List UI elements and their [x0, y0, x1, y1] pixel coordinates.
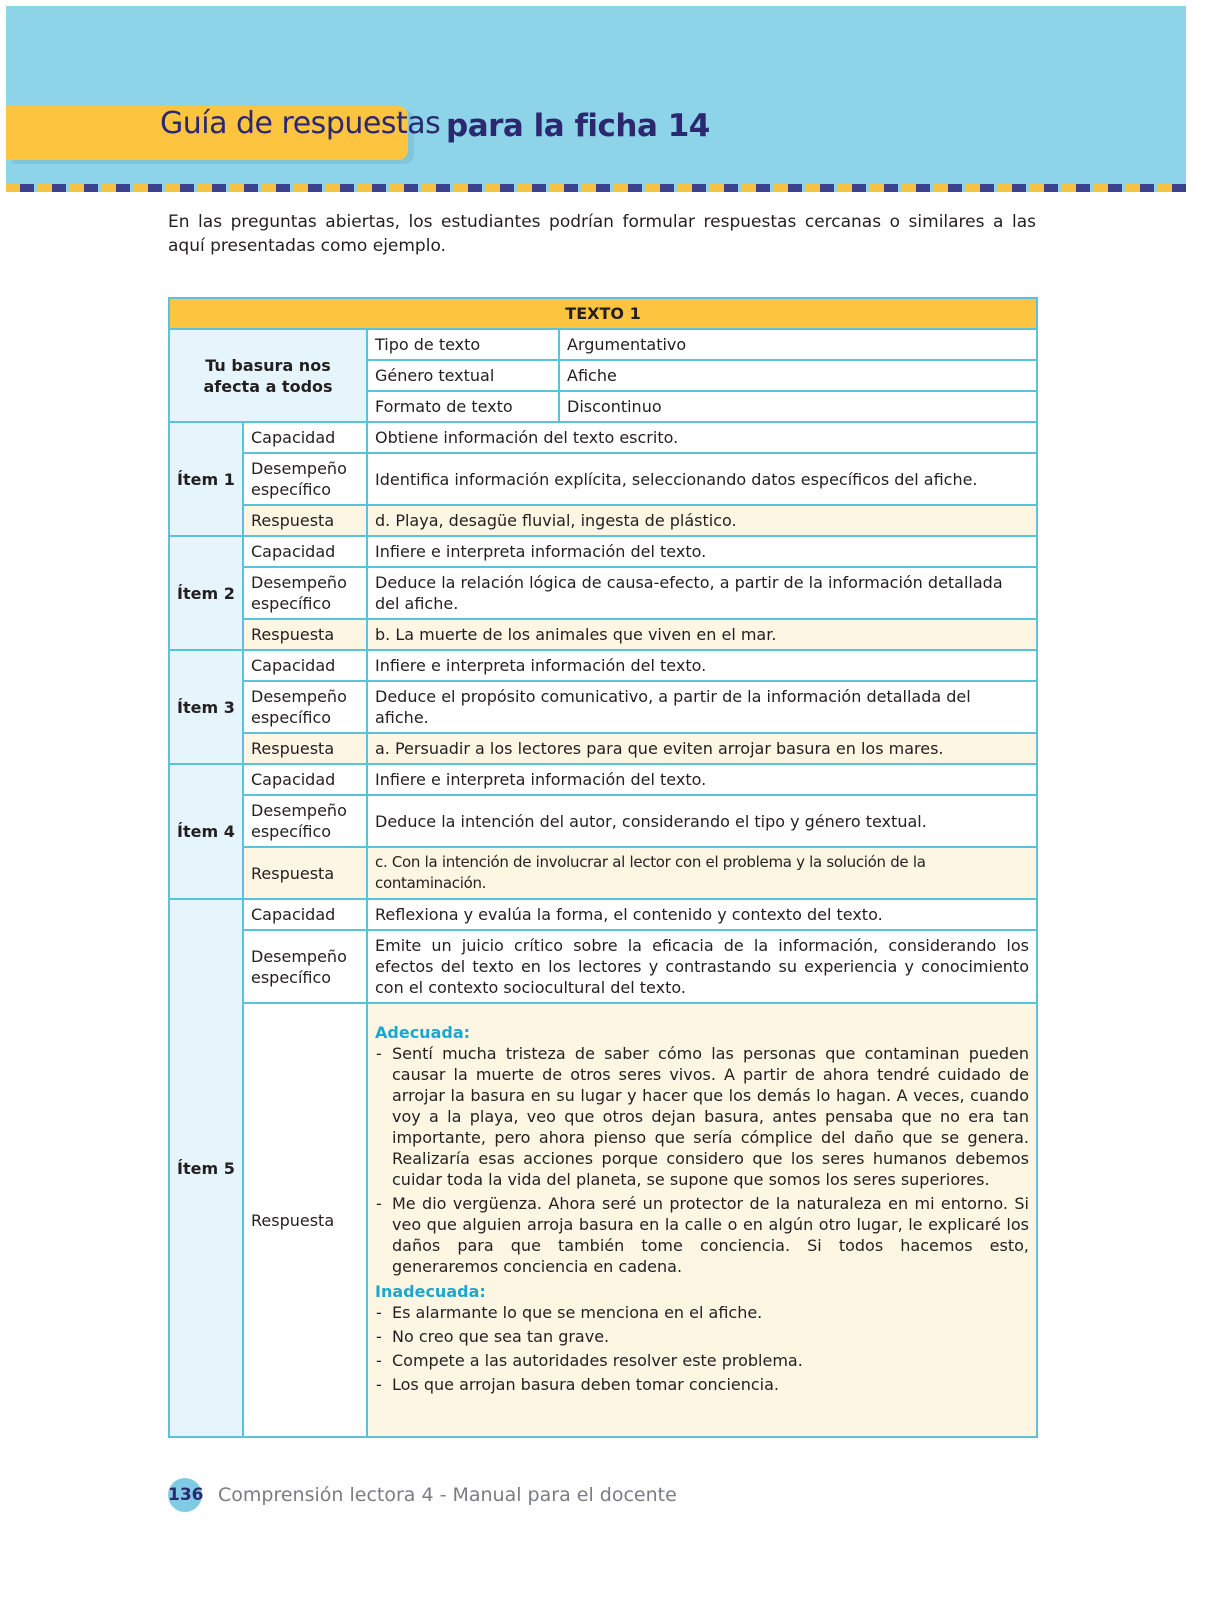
header-stripe [6, 184, 1186, 192]
table-row [169, 505, 1037, 536]
row-label: Capacidad [243, 650, 367, 681]
item-label: Ítem 4 [169, 764, 243, 899]
table-row [169, 619, 1037, 650]
list-item: - Me dio vergüenza. Ahora seré un protector de la naturaleza en mi entorno. Si veo que alguien arroja basura en la calle o en algún otro lugar, le explicaré los daños para que también tome conciencia. Si todos hacemos esto, generaremos conciencia en cadena. [375, 1193, 1029, 1277]
item-label: Ítem 5 [169, 899, 243, 1437]
inadecuada-list [375, 1302, 1029, 1395]
adecuada-heading: Adecuada: [375, 1023, 471, 1042]
row-label: Capacidad [243, 899, 367, 930]
table-row [169, 1003, 1037, 1437]
row-label: Respuesta [243, 847, 367, 899]
capacidad-value: Infiere e interpreta información del texto. [367, 764, 1037, 795]
row-label: Desempeño específico [243, 681, 367, 733]
title-right: para la ficha 14 [446, 108, 710, 144]
table-row [169, 847, 1037, 899]
respuesta-value: c. Con la intención de involucrar al lector con el problema y la solución de la contaminación. [367, 847, 1037, 899]
capacidad-value: Reflexiona y evalúa la forma, el contenido y contexto del texto. [367, 899, 1037, 930]
table-row [169, 795, 1037, 847]
row-label: Capacidad [243, 422, 367, 453]
meta-label: Formato de texto [367, 391, 559, 422]
desempeno-value: Deduce la intención del autor, considerando el tipo y género textual. [367, 795, 1037, 847]
desempeno-value: Identifica información explícita, seleccionando datos específicos del afiche. [367, 453, 1037, 505]
desempeno-value: Deduce el propósito comunicativo, a partir de la información detallada del afiche. [367, 681, 1037, 733]
row-label: Respuesta [243, 733, 367, 764]
row-label: Desempeño específico [243, 930, 367, 1003]
row-label: Desempeño específico [243, 567, 367, 619]
respuesta-open [367, 1003, 1037, 1437]
respuesta-value: a. Persuadir a los lectores para que eviten arrojar basura en los mares. [367, 733, 1037, 764]
list-item: - Los que arrojan basura deben tomar conciencia. [375, 1374, 1029, 1395]
table-row [169, 422, 1037, 453]
answer-table [168, 297, 1038, 1438]
item-label: Ítem 3 [169, 650, 243, 764]
capacidad-value: Infiere e interpreta información del texto. [367, 536, 1037, 567]
table-row [169, 899, 1037, 930]
row-label: Desempeño específico [243, 795, 367, 847]
item-label: Ítem 1 [169, 422, 243, 536]
table-row [169, 930, 1037, 1003]
respuesta-value: d. Playa, desagüe fluvial, ingesta de plástico. [367, 505, 1037, 536]
meta-label: Género textual [367, 360, 559, 391]
table-row [169, 733, 1037, 764]
row-label: Respuesta [243, 1003, 367, 1437]
meta-value: Discontinuo [559, 391, 1037, 422]
meta-value: Argumentativo [559, 329, 1037, 360]
intro-paragraph: En las preguntas abiertas, los estudiantes podrían formular respuestas cercanas o similares a las aquí presentadas como ejemplo. [168, 212, 1036, 256]
footer-text: Comprensión lectora 4 - Manual para el docente [218, 1484, 677, 1506]
row-label: Respuesta [243, 619, 367, 650]
page-header [6, 6, 1186, 192]
table-row [169, 650, 1037, 681]
meta-label: Tipo de texto [367, 329, 559, 360]
desempeno-value: Deduce la relación lógica de causa-efecto, a partir de la información detallada del afiche. [367, 567, 1037, 619]
table-heading-row [169, 298, 1037, 329]
item-label: Ítem 2 [169, 536, 243, 650]
row-label: Respuesta [243, 505, 367, 536]
meta-value: Afiche [559, 360, 1037, 391]
desempeno-value: Emite un juicio crítico sobre la eficacia de la información, considerando los efectos del texto en los lectores y contrastando su experiencia y conocimiento con el contexto sociocultural del texto. [367, 930, 1037, 1003]
list-item: - Es alarmante lo que se menciona en el afiche. [375, 1302, 1029, 1323]
title-left: Guía de respuestas [160, 106, 441, 141]
row-label: Capacidad [243, 536, 367, 567]
row-label: Desempeño específico [243, 453, 367, 505]
text-title: Tu basura nos afecta a todos [169, 329, 367, 422]
list-item: - Compete a las autoridades resolver este problema. [375, 1350, 1029, 1371]
table-row [169, 536, 1037, 567]
table-row [169, 567, 1037, 619]
respuesta-value: b. La muerte de los animales que viven en el mar. [367, 619, 1037, 650]
inadecuada-heading: Inadecuada: [375, 1282, 486, 1301]
table-row [169, 681, 1037, 733]
meta-row [169, 329, 1037, 360]
capacidad-value: Infiere e interpreta información del texto. [367, 650, 1037, 681]
table-row [169, 453, 1037, 505]
capacidad-value: Obtiene información del texto escrito. [367, 422, 1037, 453]
adecuada-list [375, 1043, 1029, 1277]
list-item: - Sentí mucha tristeza de saber cómo las personas que contaminan pueden causar la muerte de otros seres vivos. A partir de ahora tendré cuidado de arrojar la basura en su lugar y hacer que los demás lo hagan. A veces, cuando voy a la playa, veo que otros dejan basura, antes pensaba que no era tan importante, pero ahora pienso que sería cómplice del daño que se genera. Realizaría esas acciones porque considero que los seres humanos debemos cuidar toda la vida del planeta, se supone que somos los seres superiores. [375, 1043, 1029, 1190]
row-label: Capacidad [243, 764, 367, 795]
table-heading: TEXTO 1 [169, 298, 1037, 329]
list-item: - No creo que sea tan grave. [375, 1326, 1029, 1347]
page-number: 136 [168, 1478, 202, 1512]
table-row [169, 764, 1037, 795]
